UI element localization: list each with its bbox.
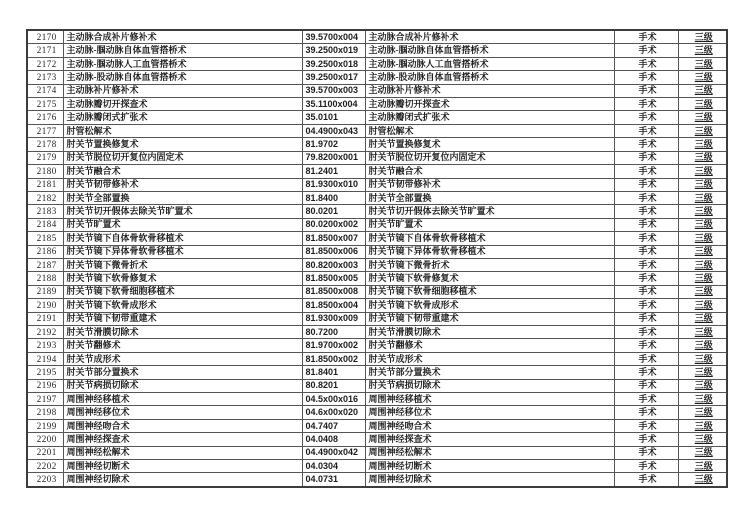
row-number-cell: 2189 [27, 285, 63, 298]
level-cell: 三级 [678, 44, 727, 57]
procedure-code-cell: 81.8400 [302, 191, 365, 204]
procedure-name-repeat-cell: 主动脉合成补片修补术 [365, 30, 614, 44]
row-number-cell: 2180 [27, 165, 63, 178]
table-row [27, 151, 727, 164]
category-cell: 手术 [614, 433, 678, 446]
procedure-code-cell: 39.2500x017 [302, 71, 365, 84]
category-cell: 手术 [614, 71, 678, 84]
row-number-cell: 2188 [27, 272, 63, 285]
table-row [27, 205, 727, 218]
table-row [27, 393, 727, 406]
row-number-cell: 2193 [27, 339, 63, 352]
procedure-name-cell: 肘关节镜下韧带重建术 [63, 312, 302, 325]
row-number-cell: 2183 [27, 205, 63, 218]
row-number-cell: 2181 [27, 178, 63, 191]
procedure-name-repeat-cell: 肘关节翻修术 [365, 339, 614, 352]
row-number-cell: 2198 [27, 406, 63, 419]
procedure-name-repeat-cell: 主动脉-腘动脉人工血管搭桥术 [365, 57, 614, 70]
procedure-name-repeat-cell: 主动脉-股动脉自体血管搭桥术 [365, 71, 614, 84]
procedure-name-cell: 主动脉-腘动脉人工血管搭桥术 [63, 57, 302, 70]
level-cell: 三级 [678, 232, 727, 245]
table-row [27, 178, 727, 191]
table-row [27, 98, 727, 111]
procedure-name-repeat-cell: 肘关节旷置术 [365, 218, 614, 231]
procedure-name-cell: 周围神经探查术 [63, 433, 302, 446]
level-cell: 三级 [678, 218, 727, 231]
procedure-code-cell: 81.8401 [302, 366, 365, 379]
procedure-code-cell: 04.5x00x016 [302, 393, 365, 406]
table-row [27, 138, 727, 151]
category-cell: 手术 [614, 446, 678, 459]
category-cell: 手术 [614, 84, 678, 97]
table-row [27, 366, 727, 379]
category-cell: 手术 [614, 325, 678, 338]
procedure-code-cell: 81.8500x006 [302, 245, 365, 258]
procedure-name-repeat-cell: 周围神经切断术 [365, 460, 614, 473]
row-number-cell: 2201 [27, 446, 63, 459]
row-number-cell: 2182 [27, 191, 63, 204]
procedure-code-cell: 04.0304 [302, 460, 365, 473]
row-number-cell: 2194 [27, 352, 63, 365]
row-number-cell: 2200 [27, 433, 63, 446]
level-cell: 三级 [678, 446, 727, 459]
table-row [27, 124, 727, 137]
procedure-code-cell: 04.4900x042 [302, 446, 365, 459]
procedure-name-cell: 肘关节融合术 [63, 165, 302, 178]
procedure-name-cell: 主动脉瓣切开探查术 [63, 98, 302, 111]
level-cell: 三级 [678, 111, 727, 124]
category-cell: 手术 [614, 232, 678, 245]
procedure-name-cell: 肘关节病损切除术 [63, 379, 302, 392]
level-cell: 三级 [678, 406, 727, 419]
procedure-name-cell: 周围神经切除术 [63, 473, 302, 487]
row-number-cell: 2178 [27, 138, 63, 151]
procedure-name-repeat-cell: 肘关节镜下异体骨软骨移植术 [365, 245, 614, 258]
level-cell: 三级 [678, 419, 727, 432]
row-number-cell: 2191 [27, 312, 63, 325]
level-cell: 三级 [678, 124, 727, 137]
procedure-name-cell: 肘关节置换修复术 [63, 138, 302, 151]
category-cell: 手术 [614, 57, 678, 70]
row-number-cell: 2171 [27, 44, 63, 57]
table-row [27, 299, 727, 312]
procedure-name-cell: 主动脉瓣闭式扩张术 [63, 111, 302, 124]
procedure-name-cell: 肘关节旷置术 [63, 218, 302, 231]
category-cell: 手术 [614, 245, 678, 258]
category-cell: 手术 [614, 352, 678, 365]
procedure-name-repeat-cell: 肘关节融合术 [365, 165, 614, 178]
category-cell: 手术 [614, 460, 678, 473]
row-number-cell: 2177 [27, 124, 63, 137]
level-cell: 三级 [678, 352, 727, 365]
row-number-cell: 2185 [27, 232, 63, 245]
procedure-name-repeat-cell: 肘关节镜下韧带重建术 [365, 312, 614, 325]
category-cell: 手术 [614, 111, 678, 124]
category-cell: 手术 [614, 44, 678, 57]
category-cell: 手术 [614, 285, 678, 298]
level-cell: 三级 [678, 178, 727, 191]
procedure-code-cell: 81.9700x002 [302, 339, 365, 352]
procedure-name-repeat-cell: 肘关节全部置换 [365, 191, 614, 204]
procedure-name-repeat-cell: 肘关节滑膜切除术 [365, 325, 614, 338]
procedure-code-cell: 80.8201 [302, 379, 365, 392]
procedure-name-repeat-cell: 周围神经吻合术 [365, 419, 614, 432]
procedure-name-cell: 肘关节切开假体去除关节旷置术 [63, 205, 302, 218]
category-cell: 手术 [614, 124, 678, 137]
row-number-cell: 2192 [27, 325, 63, 338]
table-row [27, 433, 727, 446]
table-row [27, 232, 727, 245]
procedure-code-cell: 39.2500x019 [302, 44, 365, 57]
procedure-name-cell: 周围神经松解术 [63, 446, 302, 459]
row-number-cell: 2170 [27, 30, 63, 44]
procedure-name-repeat-cell: 肘关节成形术 [365, 352, 614, 365]
procedure-name-repeat-cell: 肘关节镜下软骨修复术 [365, 272, 614, 285]
procedure-name-repeat-cell: 肘关节切开假体去除关节旷置术 [365, 205, 614, 218]
procedure-name-cell: 肘关节全部置换 [63, 191, 302, 204]
category-cell: 手术 [614, 312, 678, 325]
category-cell: 手术 [614, 366, 678, 379]
row-number-cell: 2197 [27, 393, 63, 406]
level-cell: 三级 [678, 258, 727, 271]
level-cell: 三级 [678, 433, 727, 446]
table-row [27, 272, 727, 285]
procedure-code-cell: 81.9300x009 [302, 312, 365, 325]
procedure-code-cell: 80.0200x002 [302, 218, 365, 231]
procedure-name-repeat-cell: 周围神经探查术 [365, 433, 614, 446]
table-row [27, 312, 727, 325]
procedure-name-cell: 周围神经移植术 [63, 393, 302, 406]
table-row [27, 406, 727, 419]
level-cell: 三级 [678, 299, 727, 312]
procedure-code-cell: 81.9702 [302, 138, 365, 151]
row-number-cell: 2174 [27, 84, 63, 97]
table-row [27, 473, 727, 487]
procedure-name-repeat-cell: 肘关节脱位切开复位内固定术 [365, 151, 614, 164]
procedure-name-cell: 肘关节镜下软骨成形术 [63, 299, 302, 312]
level-cell: 三级 [678, 393, 727, 406]
level-cell: 三级 [678, 245, 727, 258]
procedure-code-cell: 35.1100x004 [302, 98, 365, 111]
row-number-cell: 2186 [27, 245, 63, 258]
procedure-name-repeat-cell: 肘关节镜下微骨折术 [365, 258, 614, 271]
table-row [27, 57, 727, 70]
level-cell: 三级 [678, 460, 727, 473]
procedure-code-cell: 80.0201 [302, 205, 365, 218]
row-number-cell: 2199 [27, 419, 63, 432]
table-row [27, 84, 727, 97]
table-row [27, 71, 727, 84]
level-cell: 三级 [678, 138, 727, 151]
table-row [27, 44, 727, 57]
procedure-name-repeat-cell: 周围神经移植术 [365, 393, 614, 406]
procedure-name-cell: 主动脉-腘动脉自体血管搭桥术 [63, 44, 302, 57]
procedure-name-repeat-cell: 主动脉补片修补术 [365, 84, 614, 97]
procedure-name-repeat-cell: 主动脉瓣切开探查术 [365, 98, 614, 111]
level-cell: 三级 [678, 98, 727, 111]
procedure-name-cell: 周围神经吻合术 [63, 419, 302, 432]
procedure-name-cell: 肘关节翻修术 [63, 339, 302, 352]
procedure-name-repeat-cell: 肘关节镜下软骨细胞移植术 [365, 285, 614, 298]
table-row [27, 379, 727, 392]
procedure-name-cell: 周围神经移位术 [63, 406, 302, 419]
procedure-name-repeat-cell: 肘关节镜下自体骨软骨移植术 [365, 232, 614, 245]
procedure-code-cell: 04.4900x043 [302, 124, 365, 137]
procedure-name-cell: 肘管松解术 [63, 124, 302, 137]
level-cell: 三级 [678, 366, 727, 379]
procedure-code-cell: 81.8500x004 [302, 299, 365, 312]
level-cell: 三级 [678, 379, 727, 392]
procedure-code-cell: 80.7200 [302, 325, 365, 338]
category-cell: 手术 [614, 339, 678, 352]
procedure-code-cell: 81.8500x008 [302, 285, 365, 298]
row-number-cell: 2203 [27, 473, 63, 487]
procedure-name-repeat-cell: 肘关节韧带修补术 [365, 178, 614, 191]
category-cell: 手术 [614, 218, 678, 231]
procedure-name-cell: 周围神经切断术 [63, 460, 302, 473]
procedure-name-cell: 主动脉-股动脉自体血管搭桥术 [63, 71, 302, 84]
row-number-cell: 2172 [27, 57, 63, 70]
procedure-code-cell: 81.8500x007 [302, 232, 365, 245]
procedure-code-cell: 39.2500x018 [302, 57, 365, 70]
procedure-name-repeat-cell: 周围神经切除术 [365, 473, 614, 487]
procedure-name-repeat-cell: 周围神经松解术 [365, 446, 614, 459]
procedure-name-repeat-cell: 主动脉瓣闭式扩张术 [365, 111, 614, 124]
procedure-code-cell: 04.6x00x020 [302, 406, 365, 419]
level-cell: 三级 [678, 30, 727, 44]
table-row [27, 165, 727, 178]
procedure-name-cell: 肘关节成形术 [63, 352, 302, 365]
level-cell: 三级 [678, 312, 727, 325]
level-cell: 三级 [678, 151, 727, 164]
level-cell: 三级 [678, 205, 727, 218]
procedure-code-cell: 81.8500x002 [302, 352, 365, 365]
category-cell: 手术 [614, 258, 678, 271]
table-row [27, 245, 727, 258]
table-row [27, 352, 727, 365]
procedure-name-cell: 主动脉补片修补术 [63, 84, 302, 97]
category-cell: 手术 [614, 151, 678, 164]
category-cell: 手术 [614, 379, 678, 392]
level-cell: 三级 [678, 165, 727, 178]
category-cell: 手术 [614, 98, 678, 111]
procedure-table [26, 29, 728, 488]
procedure-code-cell: 80.8200x003 [302, 258, 365, 271]
procedure-name-repeat-cell: 肘关节部分置换术 [365, 366, 614, 379]
category-cell: 手术 [614, 178, 678, 191]
procedure-code-cell: 81.9300x010 [302, 178, 365, 191]
level-cell: 三级 [678, 325, 727, 338]
procedure-name-cell: 肘关节脱位切开复位内固定术 [63, 151, 302, 164]
table-row [27, 191, 727, 204]
table-row [27, 258, 727, 271]
level-cell: 三级 [678, 57, 727, 70]
procedure-code-cell: 04.7407 [302, 419, 365, 432]
procedure-name-repeat-cell: 周围神经移位术 [365, 406, 614, 419]
level-cell: 三级 [678, 191, 727, 204]
procedure-name-cell: 肘关节韧带修补术 [63, 178, 302, 191]
procedure-code-cell: 39.5700x004 [302, 30, 365, 44]
procedure-code-cell: 81.2401 [302, 165, 365, 178]
level-cell: 三级 [678, 84, 727, 97]
category-cell: 手术 [614, 205, 678, 218]
row-number-cell: 2190 [27, 299, 63, 312]
procedure-table-body [27, 30, 727, 487]
procedure-name-cell: 肘关节部分置换术 [63, 366, 302, 379]
procedure-code-cell: 39.5700x003 [302, 84, 365, 97]
table-row [27, 30, 727, 44]
procedure-code-cell: 79.8200x001 [302, 151, 365, 164]
procedure-name-repeat-cell: 肘关节置换修复术 [365, 138, 614, 151]
category-cell: 手术 [614, 299, 678, 312]
category-cell: 手术 [614, 138, 678, 151]
procedure-code-cell: 04.0731 [302, 473, 365, 487]
procedure-code-cell: 35.0101 [302, 111, 365, 124]
table-row [27, 339, 727, 352]
category-cell: 手术 [614, 419, 678, 432]
category-cell: 手术 [614, 473, 678, 487]
row-number-cell: 2196 [27, 379, 63, 392]
row-number-cell: 2173 [27, 71, 63, 84]
category-cell: 手术 [614, 406, 678, 419]
row-number-cell: 2175 [27, 98, 63, 111]
procedure-name-cell: 肘关节镜下软骨修复术 [63, 272, 302, 285]
level-cell: 三级 [678, 339, 727, 352]
level-cell: 三级 [678, 71, 727, 84]
procedure-name-cell: 肘关节镜下软骨细胞移植术 [63, 285, 302, 298]
procedure-name-cell: 肘关节镜下异体骨软骨移植术 [63, 245, 302, 258]
table-row [27, 419, 727, 432]
table-row [27, 218, 727, 231]
category-cell: 手术 [614, 393, 678, 406]
table-row [27, 446, 727, 459]
row-number-cell: 2195 [27, 366, 63, 379]
procedure-name-cell: 肘关节滑膜切除术 [63, 325, 302, 338]
procedure-name-repeat-cell: 主动脉-腘动脉自体血管搭桥术 [365, 44, 614, 57]
table-row [27, 460, 727, 473]
category-cell: 手术 [614, 165, 678, 178]
table-row [27, 285, 727, 298]
procedure-name-repeat-cell: 肘管松解术 [365, 124, 614, 137]
category-cell: 手术 [614, 30, 678, 44]
procedure-name-cell: 肘关节镜下微骨折术 [63, 258, 302, 271]
row-number-cell: 2184 [27, 218, 63, 231]
procedure-name-repeat-cell: 肘关节病损切除术 [365, 379, 614, 392]
table-row [27, 111, 727, 124]
procedure-name-cell: 主动脉合成补片修补术 [63, 30, 302, 44]
procedure-name-cell: 肘关节镜下自体骨软骨移植术 [63, 232, 302, 245]
procedure-code-cell: 04.0408 [302, 433, 365, 446]
procedure-code-cell: 81.8500x005 [302, 272, 365, 285]
row-number-cell: 2202 [27, 460, 63, 473]
category-cell: 手术 [614, 272, 678, 285]
row-number-cell: 2176 [27, 111, 63, 124]
category-cell: 手术 [614, 191, 678, 204]
level-cell: 三级 [678, 272, 727, 285]
table-row [27, 325, 727, 338]
row-number-cell: 2179 [27, 151, 63, 164]
level-cell: 三级 [678, 285, 727, 298]
level-cell: 三级 [678, 473, 727, 487]
procedure-name-repeat-cell: 肘关节镜下软骨成形术 [365, 299, 614, 312]
row-number-cell: 2187 [27, 258, 63, 271]
